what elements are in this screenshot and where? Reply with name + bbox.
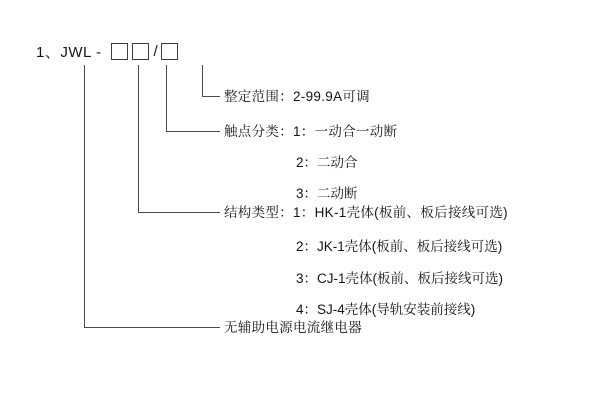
code-box-range — [161, 43, 178, 60]
structure-type-text: 结构类型：1：HK-1壳体(板前、板后接线可选) — [224, 205, 508, 220]
product-name-text: 无辅助电源电流继电器 — [224, 320, 362, 335]
model-code-row — [36, 38, 182, 64]
model-prefix-label: 1、JWL - — [36, 43, 102, 61]
entry-setting-range — [224, 88, 370, 105]
contact-type-option-2: 2：二动合 — [296, 155, 358, 170]
leader-hline-contact — [166, 131, 220, 132]
code-box-structure — [111, 43, 128, 60]
leader-vline-contact — [166, 65, 167, 131]
entry-contact-type — [224, 123, 397, 140]
leader-vline-product — [84, 65, 85, 327]
structure-option-3: 3：CJ-1壳体(板前、板后接线可选) — [296, 271, 504, 286]
entry-structure-type — [224, 204, 508, 221]
structure-option-4: 4：SJ-4壳体(导轨安装前接线) — [296, 302, 476, 317]
setting-range-text: 整定范围：2-99.9A可调 — [224, 89, 370, 104]
leader-hline-range — [202, 96, 220, 97]
leader-vline-range — [202, 65, 203, 96]
leader-vline-structure — [138, 65, 139, 212]
structure-option-2: 2：JK-1壳体(板前、板后接线可选) — [296, 239, 503, 254]
contact-type-text: 触点分类：1：一动合一动断 — [224, 124, 398, 139]
leader-hline-structure — [138, 212, 220, 213]
entry-product-name — [224, 319, 362, 336]
code-slash: / — [153, 42, 158, 60]
code-box-contact — [132, 43, 149, 60]
contact-type-option-3: 3：二动断 — [296, 186, 358, 201]
leader-hline-product — [84, 327, 220, 328]
